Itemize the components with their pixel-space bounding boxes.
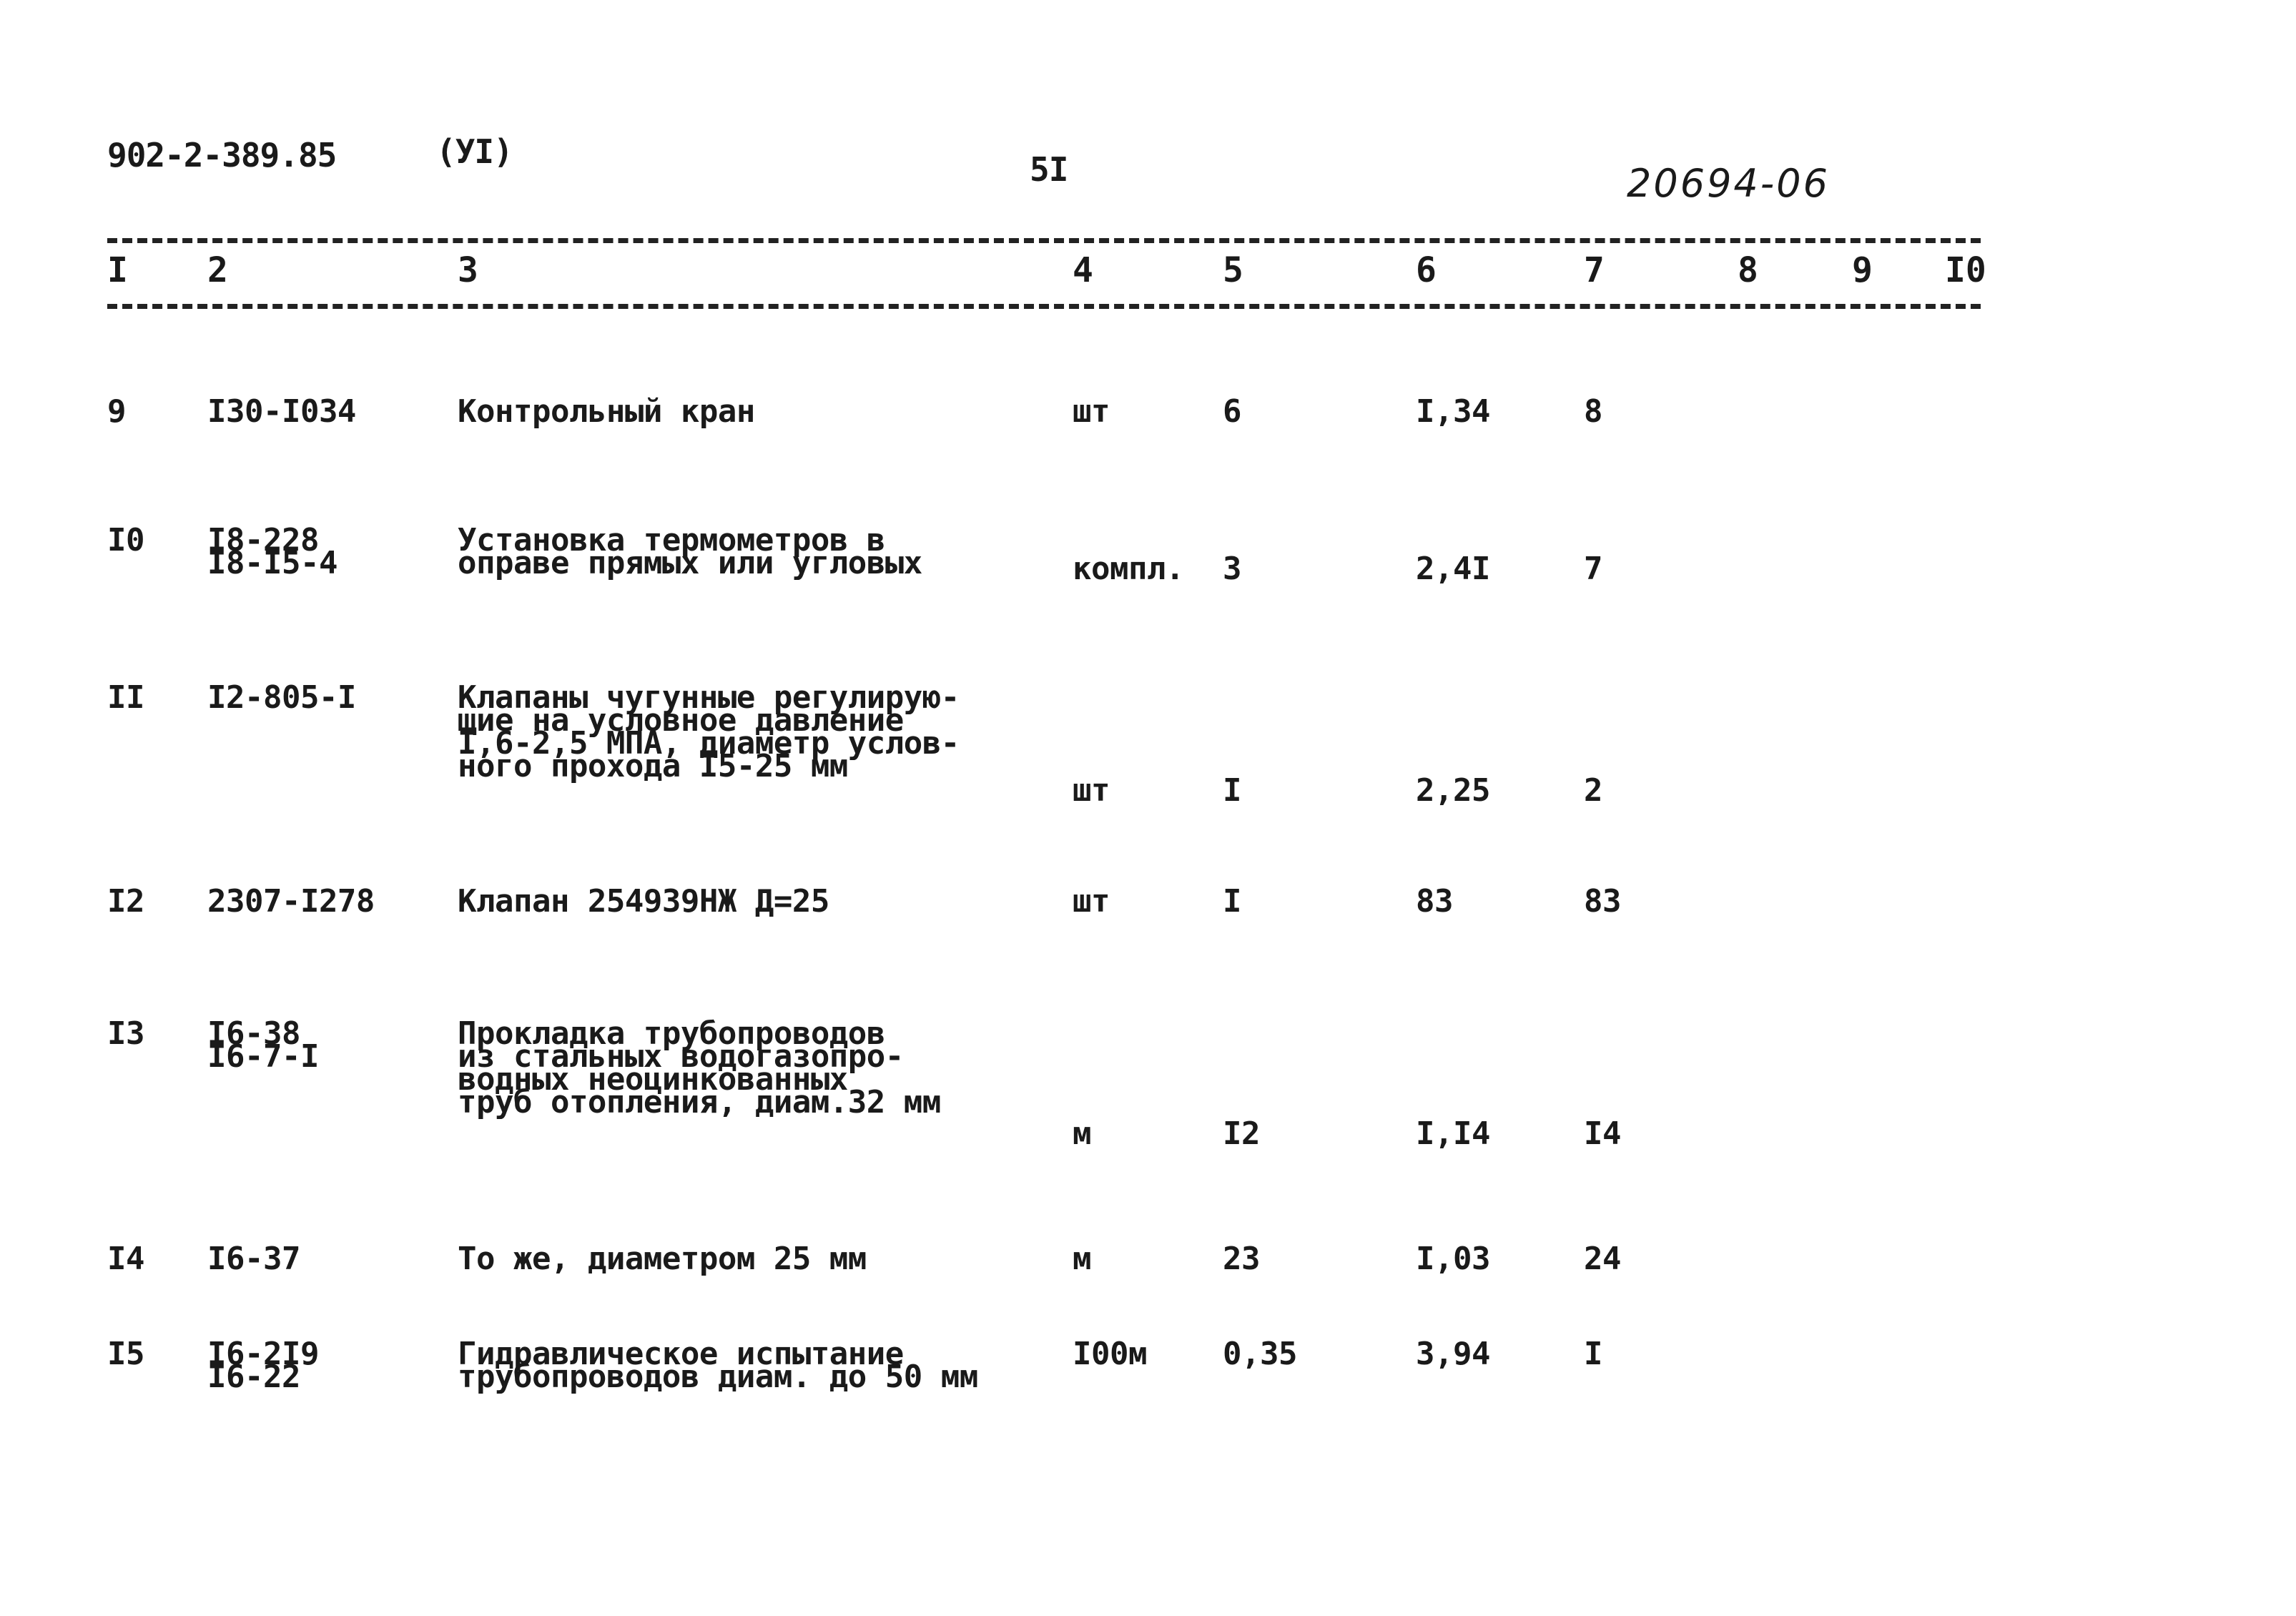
row-number: I3 <box>107 1015 144 1052</box>
column-header: 7 <box>1584 250 1605 290</box>
column-header: 2 <box>207 250 228 290</box>
row-total: 8 <box>1584 393 1602 430</box>
row-unit: м <box>1073 1115 1091 1152</box>
table-header-rule <box>107 304 1981 309</box>
table-top-rule <box>107 238 1981 243</box>
row-number: I5 <box>107 1336 144 1372</box>
row-quantity: 3 <box>1223 551 1241 587</box>
row-quantity: 6 <box>1223 393 1241 430</box>
row-total: I <box>1584 1336 1602 1372</box>
row-total: I4 <box>1584 1115 1621 1152</box>
row-quantity: I <box>1223 883 1241 920</box>
row-total: 24 <box>1584 1241 1621 1277</box>
row-quantity: I <box>1223 772 1241 809</box>
row-name: Клапан 254939НЖ Д=25 <box>458 883 829 920</box>
row-code: I6-2I9 I6-22 <box>207 1336 319 1395</box>
row-name: Прокладка трубопроводов из стальных водогазопро- водных неоцинкованных труб отопления, диам.32 мм <box>458 1015 941 1120</box>
row-unit: I00м <box>1073 1336 1147 1372</box>
column-header: 3 <box>458 250 478 290</box>
document-section: (УI) <box>436 132 513 171</box>
row-code: I6-37 <box>207 1241 300 1277</box>
column-header: I <box>107 250 128 290</box>
row-quantity: 0,35 <box>1223 1336 1297 1372</box>
row-unit: шт <box>1073 883 1110 920</box>
column-header: 8 <box>1738 250 1758 290</box>
row-name: Клапаны чугунные регулирую- щие на условное давление I,6-2,5 МПА, диаметр услов- ного прохода I5-25 мм <box>458 679 960 784</box>
row-total: 83 <box>1584 883 1621 920</box>
row-unit: м <box>1073 1241 1091 1277</box>
row-name: Установка термометров в оправе прямых или угловых <box>458 522 922 581</box>
stamp-number: 20694-06 <box>1627 161 1830 206</box>
column-header: 9 <box>1852 250 1873 290</box>
row-quantity: 23 <box>1223 1241 1260 1277</box>
column-header: 5 <box>1223 250 1243 290</box>
row-unit: компл. <box>1073 551 1184 587</box>
row-name: Гидравлическое испытание трубопроводов диам. до 50 мм <box>458 1336 978 1395</box>
column-header: 4 <box>1073 250 1093 290</box>
row-code: I2-805-I <box>207 679 356 716</box>
row-unit: шт <box>1073 772 1110 809</box>
row-total: 7 <box>1584 551 1602 587</box>
row-total: 2 <box>1584 772 1602 809</box>
column-header: 6 <box>1416 250 1437 290</box>
row-price: I,03 <box>1416 1241 1490 1277</box>
row-price: I,I4 <box>1416 1115 1490 1152</box>
row-number: II <box>107 679 144 716</box>
row-quantity: I2 <box>1223 1115 1260 1152</box>
row-name: Контрольный кран <box>458 393 755 430</box>
row-price: 3,94 <box>1416 1336 1490 1372</box>
row-code: I6-38 I6-7-I <box>207 1015 319 1075</box>
row-code: I8-228 I8-I5-4 <box>207 522 337 581</box>
row-code: I30-I034 <box>207 393 356 430</box>
row-number: 9 <box>107 393 126 430</box>
row-unit: шт <box>1073 393 1110 430</box>
row-number: I2 <box>107 883 144 920</box>
row-price: 2,25 <box>1416 772 1490 809</box>
page-number: 5I <box>1030 150 1068 189</box>
row-price: 2,4I <box>1416 551 1490 587</box>
row-number: I0 <box>107 522 144 558</box>
row-number: I4 <box>107 1241 144 1277</box>
row-price: I,34 <box>1416 393 1490 430</box>
row-price: 83 <box>1416 883 1453 920</box>
document-code: 902-2-389.85 <box>107 136 337 174</box>
column-header: I0 <box>1945 250 1986 290</box>
row-code: 2307-I278 <box>207 883 375 920</box>
row-name: То же, диаметром 25 мм <box>458 1241 867 1277</box>
